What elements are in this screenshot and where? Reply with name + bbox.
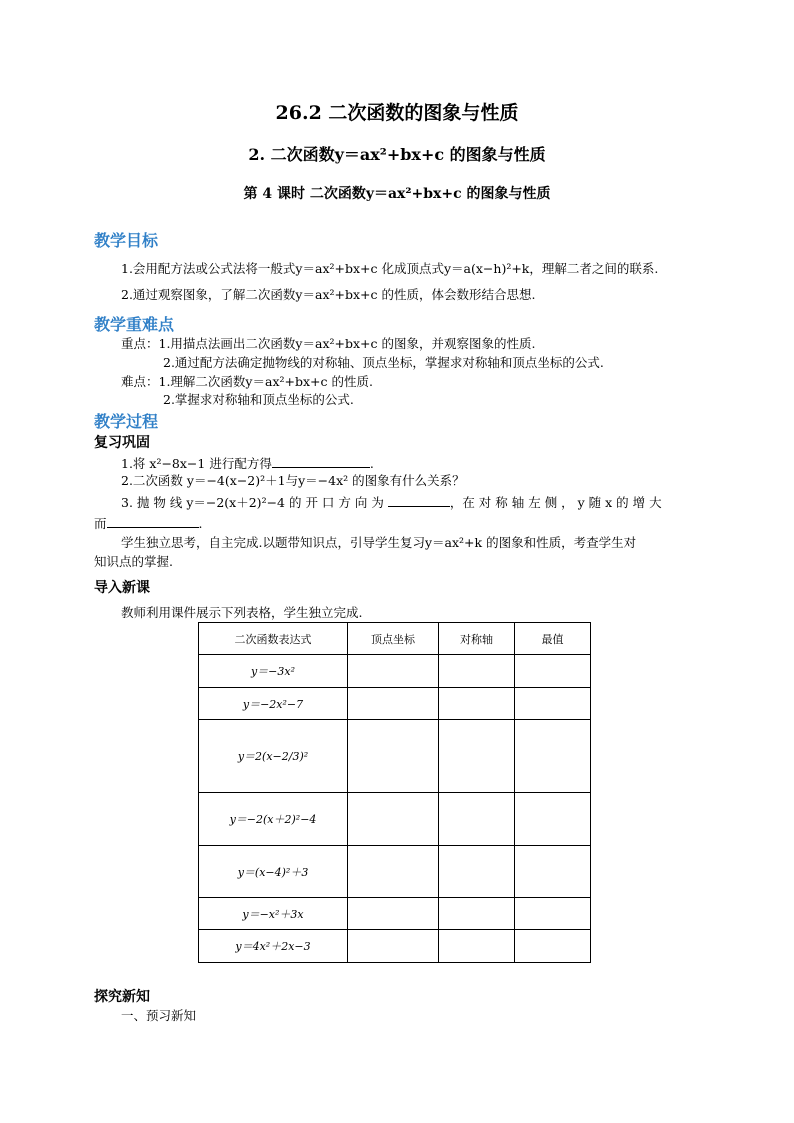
goal-item-2: 2.通过观察图象，了解二次函数y＝ax²+bx+c 的性质，体会数形结合思想. — [121, 287, 536, 302]
extremum-cell[interactable] — [515, 930, 591, 963]
review-note-line1: 学生独立思考，自主完成.以题带知识点，引导学生复习y＝ax²+k 的图象和性质，考查学生对 — [121, 535, 637, 550]
goals-heading: 教学目标 — [94, 231, 159, 250]
vertex-cell[interactable] — [348, 793, 439, 846]
axis-cell[interactable] — [439, 655, 515, 688]
header-extremum: 最值 — [515, 623, 591, 655]
key-points-heading: 教学重难点 — [94, 315, 175, 334]
axis-cell[interactable] — [439, 846, 515, 898]
key-point-line-2: 2.通过配方法确定抛物线的对称轴、顶点坐标，掌握求对称轴和顶点坐标的公式. — [163, 355, 604, 370]
lesson-title: 第 4 课时 二次函数y＝ax²+bx+c 的图象与性质 — [243, 186, 551, 202]
vertex-cell[interactable] — [348, 655, 439, 688]
review-item-3 — [121, 493, 662, 511]
key-point-line-1: 重点：1.用描点法画出二次函数y＝ax²+bx+c 的图象，并观察图象的性质. — [121, 336, 536, 351]
axis-cell[interactable] — [439, 688, 515, 720]
extremum-cell[interactable] — [515, 793, 591, 846]
function-table — [198, 622, 591, 963]
review-item-2: 2.二次函数 y＝−4(x−2)²＋1与y＝−4x² 的图象有什么关系？ — [121, 473, 465, 488]
table-row — [199, 793, 591, 846]
extremum-cell[interactable] — [515, 846, 591, 898]
review-item-3-text: 3. 抛 物 线 y＝−2(x＋2)²−4 的 开 口 方 向 为 — [121, 495, 384, 510]
extremum-cell[interactable] — [515, 720, 591, 793]
explore-item: 一、预习新知 — [121, 1008, 197, 1023]
table-row — [199, 898, 591, 930]
difficulty-line-1: 难点：1.理解二次函数y＝ax²+bx+c 的性质. — [121, 374, 373, 389]
section-subtitle: 2. 二次函数y＝ax²+bx+c 的图象与性质 — [248, 145, 546, 164]
vertex-cell[interactable] — [348, 846, 439, 898]
answer-blank[interactable] — [107, 515, 199, 528]
table-row — [199, 930, 591, 963]
difficulty-line-2: 2.掌握求对称轴和顶点坐标的公式. — [163, 392, 354, 407]
extremum-cell[interactable] — [515, 898, 591, 930]
review-note-line2: 知识点的掌握. — [94, 554, 173, 569]
intro-text: 教师利用课件展示下列表格，学生独立完成. — [121, 605, 363, 620]
expression-cell: y＝2(x−2/3)² — [199, 720, 348, 793]
table-row — [199, 688, 591, 720]
vertex-cell[interactable] — [348, 930, 439, 963]
vertex-cell[interactable] — [348, 720, 439, 793]
axis-cell[interactable] — [439, 793, 515, 846]
intro-heading: 导入新课 — [94, 580, 150, 596]
axis-cell[interactable] — [439, 930, 515, 963]
expression-cell: y＝−2(x＋2)²−4 — [199, 793, 348, 846]
answer-blank[interactable] — [388, 494, 450, 507]
review-item-1: 1.将 x²−8x−1 进行配方得 . — [121, 456, 374, 471]
expression-cell: y＝−2x²−7 — [199, 688, 348, 720]
axis-cell[interactable] — [439, 898, 515, 930]
table-row — [199, 655, 591, 688]
page-title: 26.2 二次函数的图象与性质 — [275, 102, 519, 124]
header-axis: 对称轴 — [439, 623, 515, 655]
extremum-cell[interactable] — [515, 688, 591, 720]
header-expression: 二次函数表达式 — [199, 623, 348, 655]
expression-cell: y＝(x−4)²＋3 — [199, 846, 348, 898]
review-heading: 复习巩固 — [94, 435, 150, 451]
axis-cell[interactable] — [439, 720, 515, 793]
review-item-1-text: 1.将 x²−8x−1 进行配方得 — [121, 456, 272, 471]
review-item-3-cont: ，在 对 称 轴 左 侧 ， y 随 x 的 增 大 — [449, 495, 662, 510]
expression-cell: y＝−3x² — [199, 655, 348, 688]
table-header-row — [199, 623, 591, 655]
vertex-cell[interactable] — [348, 898, 439, 930]
extremum-cell[interactable] — [515, 655, 591, 688]
process-heading: 教学过程 — [94, 412, 159, 431]
table-row — [199, 720, 591, 793]
answer-blank[interactable] — [272, 455, 370, 468]
goal-item-1: 1.会用配方法或公式法将一般式y＝ax²+bx+c 化成顶点式y＝a(x−h)²+k，理解二者之间的联系. — [121, 261, 659, 276]
vertex-cell[interactable] — [348, 688, 439, 720]
review-item-3-er: 而 — [94, 516, 107, 531]
expression-cell: y＝4x²＋2x−3 — [199, 930, 348, 963]
review-item-3-line2: 而 . — [94, 516, 203, 531]
explore-heading: 探究新知 — [94, 989, 150, 1005]
table-row — [199, 846, 591, 898]
expression-cell: y＝−x²＋3x — [199, 898, 348, 930]
header-vertex: 顶点坐标 — [348, 623, 439, 655]
